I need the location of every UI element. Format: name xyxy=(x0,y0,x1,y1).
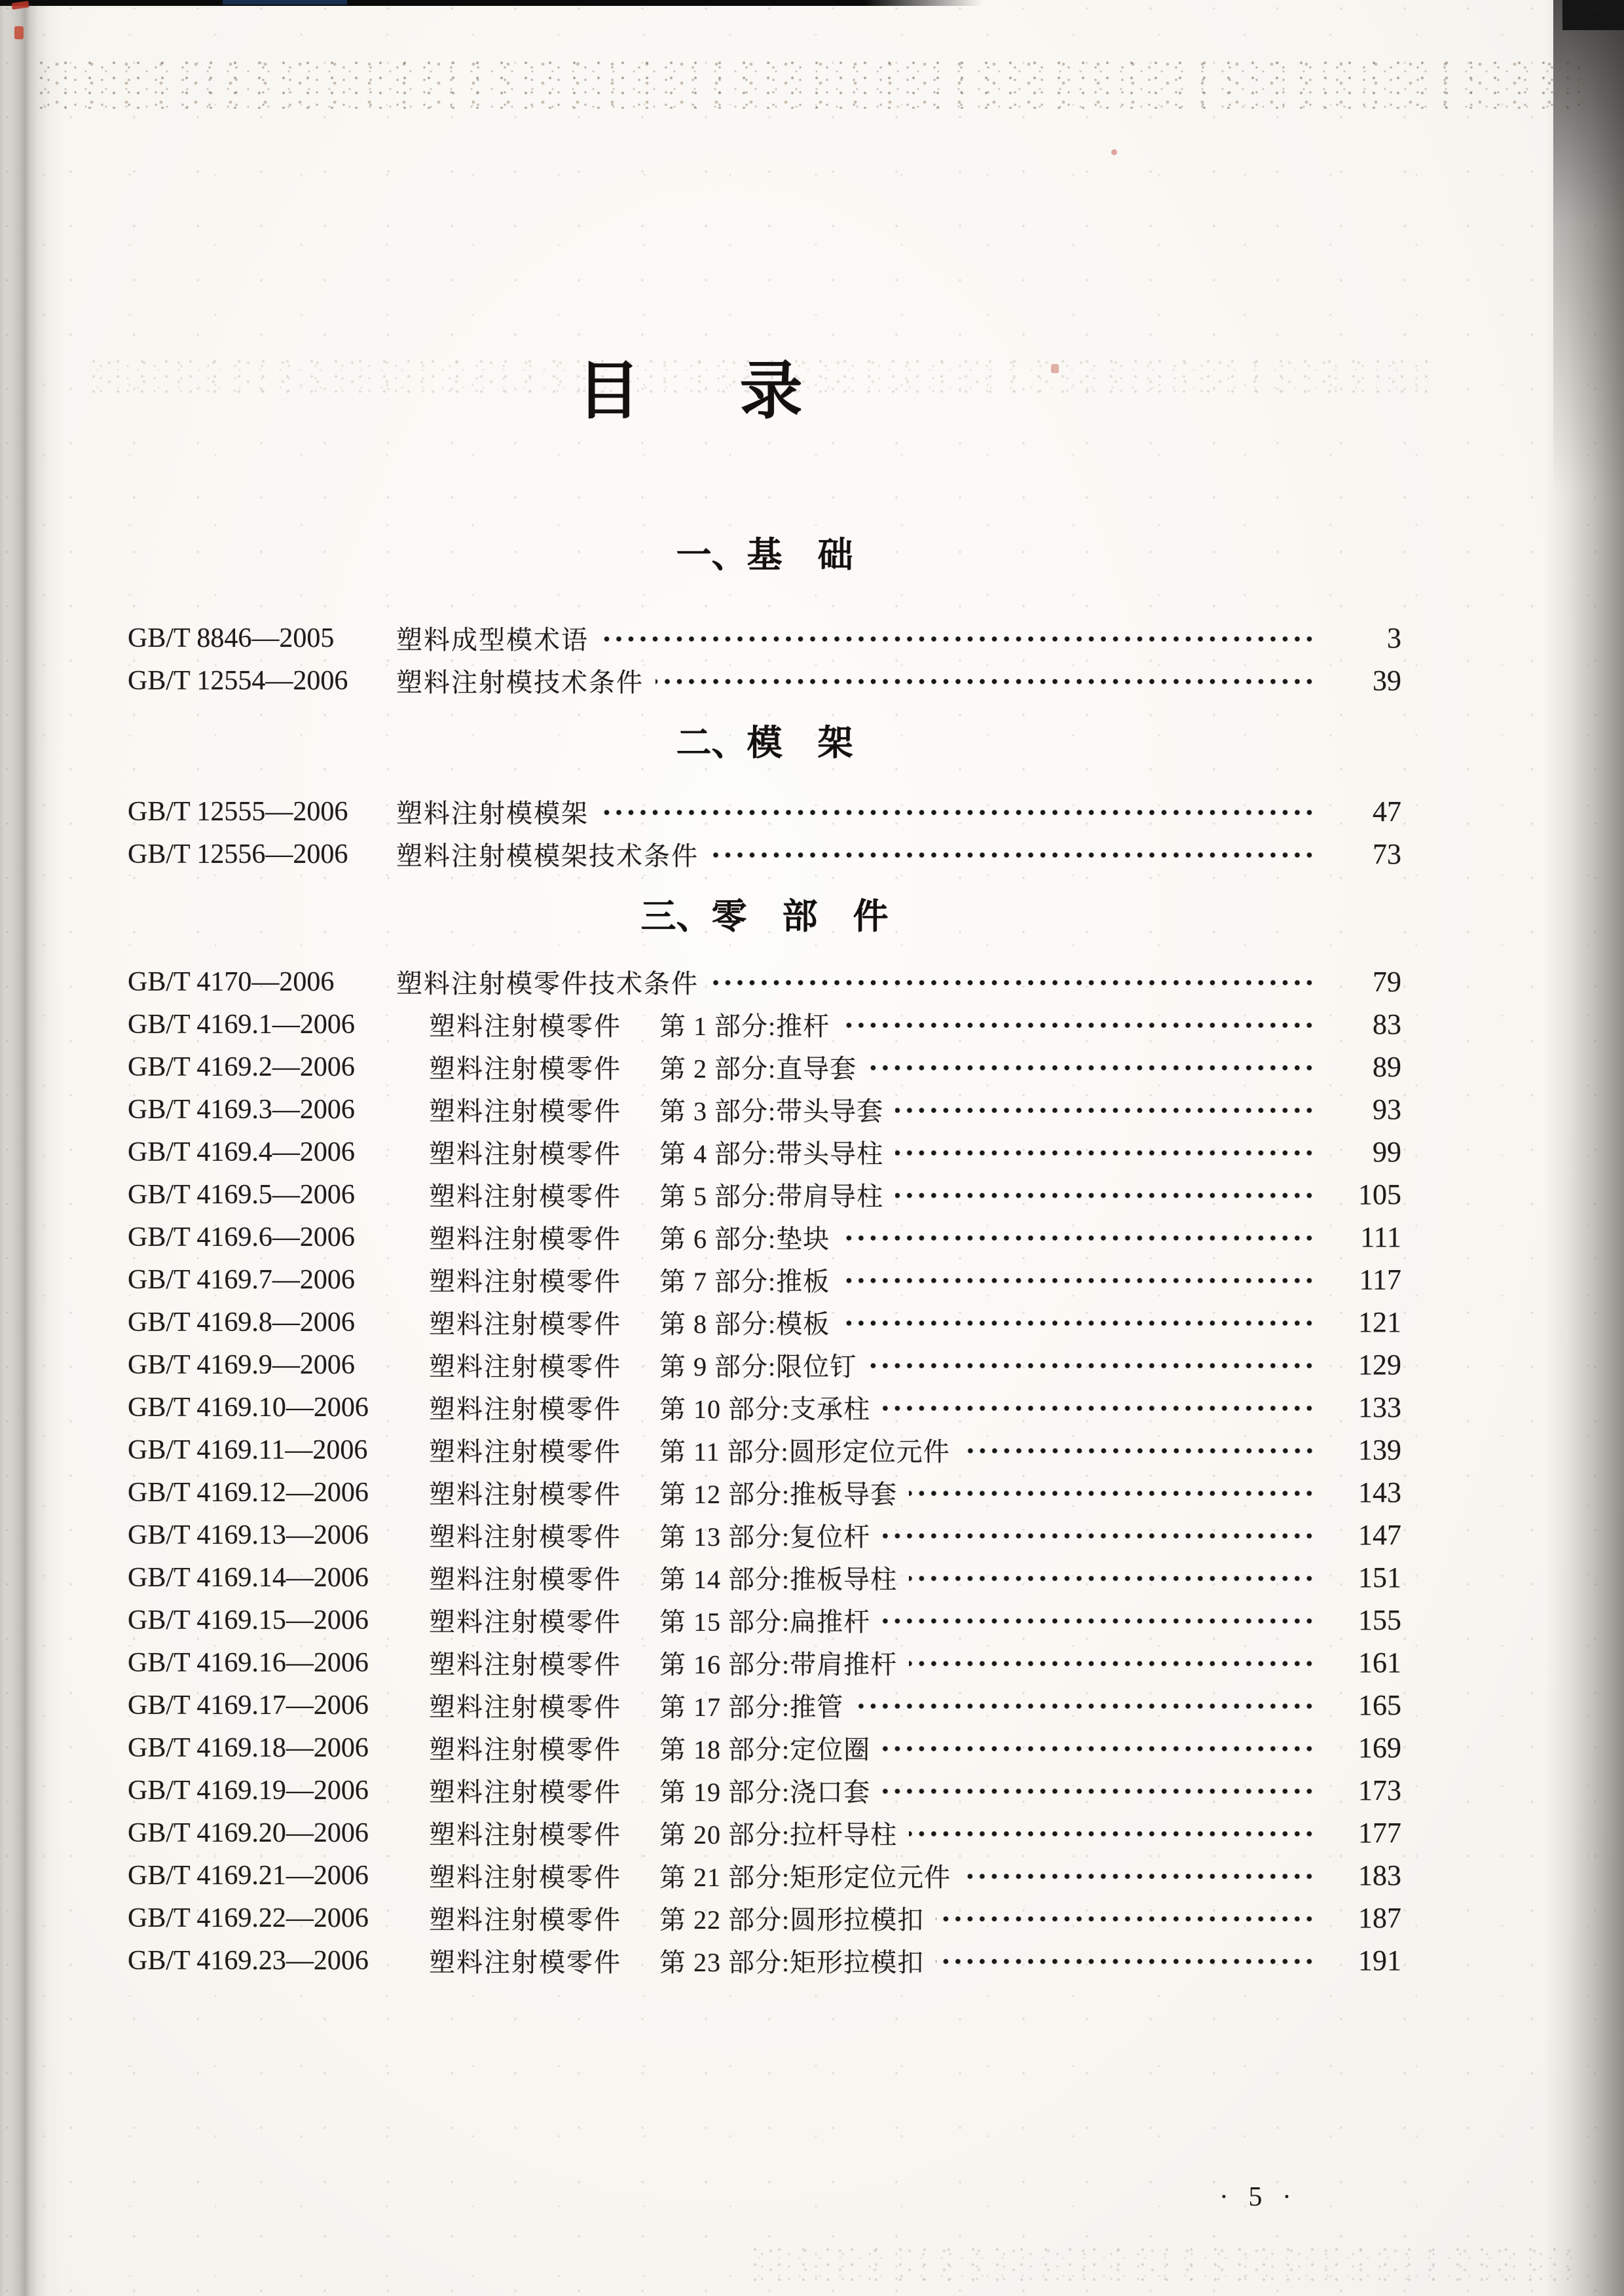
page-number: 89 xyxy=(1373,1051,1401,1083)
dot-leader xyxy=(882,1618,1319,1625)
page-number: 39 xyxy=(1373,665,1401,697)
page-number: 47 xyxy=(1373,795,1401,828)
standard-number: GB/T 4170—2006 xyxy=(128,966,335,997)
page-number: 121 xyxy=(1358,1306,1401,1338)
toc-entry xyxy=(128,1088,1401,1131)
toc-entry xyxy=(128,1812,1401,1854)
dot-leader xyxy=(655,678,1319,685)
toc-entry xyxy=(128,1514,1401,1556)
toc-entry xyxy=(128,960,1401,1003)
dot-leader xyxy=(909,1490,1319,1497)
standard-title: 塑料注射模零件 xyxy=(429,1565,621,1594)
part-title: 第 21 部分:矩形定位元件 xyxy=(659,1863,951,1892)
standard-number: GB/T 4169.12—2006 xyxy=(128,1477,369,1508)
page-number: 73 xyxy=(1373,838,1401,870)
standard-number: GB/T 4169.7—2006 xyxy=(128,1264,355,1295)
part-title: 第 15 部分:扁推杆 xyxy=(659,1607,871,1637)
toc-entry xyxy=(128,1131,1401,1173)
section-heading-components: 三、零 部 件 xyxy=(640,897,889,936)
dot-leader xyxy=(895,1150,1319,1157)
dot-leader xyxy=(882,1405,1319,1412)
page-number: 133 xyxy=(1358,1391,1401,1423)
dot-leader xyxy=(909,1831,1319,1838)
part-title: 第 10 部分:支承柱 xyxy=(659,1394,871,1424)
standard-title: 塑料注射模零件 xyxy=(429,1139,621,1169)
standard-number: GB/T 4169.23—2006 xyxy=(128,1945,369,1976)
standard-title: 塑料注射模零件 xyxy=(429,1480,621,1509)
page-number: 165 xyxy=(1358,1689,1401,1721)
part-title: 第 13 部分:复位杆 xyxy=(659,1522,871,1552)
standard-title: 塑料注射模零件 xyxy=(429,1735,621,1764)
page-number: 173 xyxy=(1358,1774,1401,1806)
toc-entry xyxy=(128,1429,1401,1471)
standard-title: 塑料注射模技术条件 xyxy=(396,668,644,697)
dot-leader xyxy=(710,852,1319,859)
standard-title: 塑料成型模术语 xyxy=(396,625,589,655)
standard-title: 塑料注射模零件 xyxy=(429,1011,621,1041)
part-title: 第 1 部分:推杆 xyxy=(659,1011,830,1041)
part-title: 第 7 部分:推板 xyxy=(659,1267,830,1296)
section-heading-mold-base: 二、模 架 xyxy=(676,723,853,763)
page-title: 目 录 xyxy=(577,356,821,426)
standard-number: GB/T 12555—2006 xyxy=(128,796,348,827)
part-title: 第 3 部分:带头导套 xyxy=(659,1097,884,1126)
page-number: 183 xyxy=(1358,1859,1401,1891)
page-curl-shadow-top xyxy=(1553,0,1624,498)
standard-title: 塑料注射模零件 xyxy=(429,1607,621,1637)
part-title: 第 6 部分:垫块 xyxy=(659,1224,830,1254)
standard-title: 塑料注射模零件 xyxy=(429,1097,621,1126)
standard-title: 塑料注射模模架 xyxy=(396,799,589,828)
standard-number: GB/T 4169.18—2006 xyxy=(128,1732,369,1763)
toc-entry xyxy=(128,790,1401,833)
standard-number: GB/T 12554—2006 xyxy=(128,665,348,696)
standard-title: 塑料注射模零件 xyxy=(429,1905,621,1935)
toc-entry xyxy=(128,1003,1401,1046)
part-title: 第 4 部分:带头导柱 xyxy=(659,1139,884,1169)
toc-entry xyxy=(128,1641,1401,1684)
part-title: 第 5 部分:带肩导柱 xyxy=(659,1182,884,1211)
part-title: 第 16 部分:带肩推杆 xyxy=(659,1650,898,1679)
part-title: 第 11 部分:圆形定位元件 xyxy=(659,1437,950,1467)
page-number: 111 xyxy=(1360,1221,1401,1253)
dot-leader xyxy=(841,1022,1319,1029)
page-number: 151 xyxy=(1358,1561,1401,1594)
standard-title: 塑料注射模零件 xyxy=(429,1777,621,1807)
page-number: 99 xyxy=(1373,1136,1401,1168)
toc-entry xyxy=(128,1216,1401,1258)
standard-number: GB/T 4169.16—2006 xyxy=(128,1647,369,1678)
standard-number: GB/T 4169.6—2006 xyxy=(128,1222,355,1252)
page-number: 143 xyxy=(1358,1476,1401,1508)
dot-leader xyxy=(895,1107,1319,1114)
dot-leader xyxy=(868,1065,1319,1072)
dot-leader xyxy=(936,1958,1319,1965)
dot-leader xyxy=(841,1235,1319,1242)
standard-title: 塑料注射模零件 xyxy=(429,1267,621,1296)
dot-leader xyxy=(710,979,1319,987)
part-title: 第 22 部分:圆形拉模扣 xyxy=(659,1905,925,1935)
dot-leader xyxy=(841,1277,1319,1285)
toc-entry xyxy=(128,1471,1401,1514)
standard-number: GB/T 4169.21—2006 xyxy=(128,1860,369,1891)
part-title: 第 18 部分:定位圈 xyxy=(659,1735,871,1764)
toc-entry xyxy=(128,1301,1401,1343)
page-number: 93 xyxy=(1373,1093,1401,1125)
standard-title: 塑料注射模零件 xyxy=(429,1863,621,1892)
page-number: 117 xyxy=(1359,1264,1401,1296)
dot-leader xyxy=(895,1192,1319,1199)
standard-title: 塑料注射模零件 xyxy=(429,1182,621,1211)
book-spine-shadow xyxy=(0,0,65,2296)
dot-leader xyxy=(600,809,1319,816)
standard-title: 塑料注射模零件 xyxy=(429,1522,621,1552)
scan-noise-band xyxy=(753,2247,1572,2287)
toc-entry xyxy=(128,617,1401,659)
toc-entry xyxy=(128,833,1401,875)
standard-title: 塑料注射模零件 xyxy=(429,1692,621,1722)
page-number: 129 xyxy=(1358,1349,1401,1381)
part-title: 第 2 部分:直导套 xyxy=(659,1054,857,1084)
standard-title: 塑料注射模零件 xyxy=(429,1394,621,1424)
dot-leader xyxy=(963,1873,1319,1880)
toc-entry xyxy=(128,1684,1401,1726)
page-number: 83 xyxy=(1373,1008,1401,1040)
standard-title: 塑料注射模零件 xyxy=(429,1948,621,1977)
standard-number: GB/T 4169.20—2006 xyxy=(128,1817,369,1848)
toc-entry xyxy=(128,1386,1401,1429)
dot-leader xyxy=(936,1916,1319,1923)
standard-number: GB/T 4169.17—2006 xyxy=(128,1690,369,1721)
page-number: 187 xyxy=(1358,1902,1401,1934)
standard-number: GB/T 4169.10—2006 xyxy=(128,1392,369,1423)
standard-title: 塑料注射模零件 xyxy=(429,1437,621,1467)
page-number: 191 xyxy=(1358,1944,1401,1977)
page-number: 169 xyxy=(1358,1732,1401,1764)
dot-leader xyxy=(882,1745,1319,1753)
standard-title: 塑料注射模零件 xyxy=(429,1054,621,1084)
dot-leader xyxy=(909,1575,1319,1582)
standard-title: 塑料注射模零件 xyxy=(429,1820,621,1850)
scan-corner-black-block xyxy=(1562,0,1624,30)
page-number: 105 xyxy=(1358,1178,1401,1211)
toc-entry xyxy=(128,1726,1401,1769)
page-number: 177 xyxy=(1358,1817,1401,1849)
toc-entry xyxy=(128,1343,1401,1386)
standard-number: GB/T 8846—2005 xyxy=(128,623,335,653)
toc-entry xyxy=(128,1258,1401,1301)
toc-entry xyxy=(128,1897,1401,1939)
toc-entry xyxy=(128,1046,1401,1088)
part-title: 第 20 部分:拉杆导柱 xyxy=(659,1820,898,1850)
section-entries-foundation xyxy=(128,617,1401,702)
part-title: 第 12 部分:推板导套 xyxy=(659,1480,898,1509)
dot-leader xyxy=(962,1448,1319,1455)
standard-number: GB/T 4169.8—2006 xyxy=(128,1307,355,1338)
standard-title: 塑料注射模零件 xyxy=(429,1650,621,1679)
standard-number: GB/T 4169.11—2006 xyxy=(128,1434,368,1465)
standard-title: 塑料注射模零件 xyxy=(429,1224,621,1254)
dot-leader xyxy=(600,636,1319,643)
standard-title: 塑料注射模零件 xyxy=(429,1352,621,1381)
dot-leader xyxy=(841,1320,1319,1327)
part-title: 第 17 部分:推管 xyxy=(659,1692,844,1722)
page-number: 3 xyxy=(1387,622,1401,654)
standard-number: GB/T 4169.19—2006 xyxy=(128,1775,369,1806)
dot-leader xyxy=(882,1788,1319,1795)
footer-page-number: · 5 · xyxy=(1219,2182,1298,2212)
standard-title: 塑料注射模模架技术条件 xyxy=(396,841,699,871)
section-heading-foundation: 一、基 础 xyxy=(676,536,853,575)
toc-entry xyxy=(128,1769,1401,1812)
toc-entry xyxy=(128,1173,1401,1216)
section-entries-mold-base xyxy=(128,790,1401,875)
standard-number: GB/T 4169.9—2006 xyxy=(128,1349,355,1380)
dot-leader xyxy=(882,1533,1319,1540)
part-title: 第 19 部分:浇口套 xyxy=(659,1777,871,1807)
dot-leader xyxy=(909,1660,1319,1667)
standard-title: 塑料注射模零件 xyxy=(429,1309,621,1339)
part-title: 第 14 部分:推板导柱 xyxy=(659,1565,898,1594)
toc-entry xyxy=(128,1599,1401,1641)
standard-number: GB/T 4169.4—2006 xyxy=(128,1137,355,1167)
section-entries-components xyxy=(128,960,1401,1982)
standard-number: GB/T 4169.1—2006 xyxy=(128,1009,355,1040)
toc-content xyxy=(128,0,1401,1982)
standard-number: GB/T 4169.5—2006 xyxy=(128,1179,355,1210)
page-number: 139 xyxy=(1358,1434,1401,1466)
part-title: 第 23 部分:矩形拉模扣 xyxy=(659,1948,925,1977)
page-number: 79 xyxy=(1373,966,1401,998)
standard-number: GB/T 4169.14—2006 xyxy=(128,1562,369,1593)
standard-number: GB/T 4169.2—2006 xyxy=(128,1051,355,1082)
standard-number: GB/T 4169.3—2006 xyxy=(128,1094,355,1125)
toc-entry xyxy=(128,1939,1401,1982)
toc-entry xyxy=(128,1556,1401,1599)
standard-number: GB/T 12556—2006 xyxy=(128,839,348,869)
standard-number: GB/T 4169.15—2006 xyxy=(128,1605,369,1635)
standard-number: GB/T 4169.22—2006 xyxy=(128,1903,369,1933)
page-number: 161 xyxy=(1358,1647,1401,1679)
standard-number: GB/T 4169.13—2006 xyxy=(128,1520,369,1550)
part-title: 第 9 部分:限位钉 xyxy=(659,1352,857,1381)
dot-leader xyxy=(868,1362,1319,1370)
page-number: 155 xyxy=(1358,1604,1401,1636)
dot-leader xyxy=(855,1703,1319,1710)
toc-entry xyxy=(128,1854,1401,1897)
page-number: 147 xyxy=(1358,1519,1401,1551)
standard-title: 塑料注射模零件技术条件 xyxy=(396,969,699,998)
part-title: 第 8 部分:模板 xyxy=(659,1309,830,1339)
toc-entry xyxy=(128,659,1401,702)
